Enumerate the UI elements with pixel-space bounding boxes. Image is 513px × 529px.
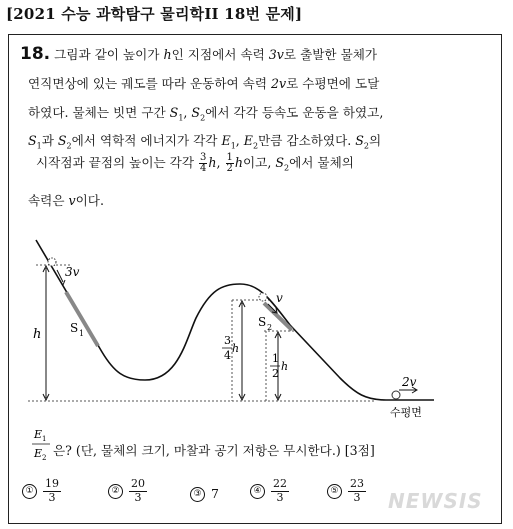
ball-start — [48, 258, 56, 266]
prompt-text: 은? (단, 물체의 크기, 마찰과 공기 저항은 무시한다.) [3점] — [53, 443, 375, 458]
prompt-e1-sub: 1 — [42, 435, 47, 443]
frac12-den: 2 — [272, 367, 279, 380]
frac34-h: h — [232, 342, 240, 355]
prompt-e1: E — [34, 428, 43, 441]
sub: 1 — [230, 141, 236, 151]
track-path — [36, 240, 434, 400]
text: 과 — [41, 133, 58, 148]
numerator: 19 — [45, 477, 59, 490]
choice-number: ⑤ — [327, 484, 342, 499]
sub: 2 — [363, 141, 369, 151]
choice-2[interactable] — [108, 478, 147, 504]
text: 인 지점에서 속력 — [171, 47, 269, 62]
choice-4[interactable] — [250, 478, 289, 504]
choice-1[interactable] — [22, 478, 61, 504]
choice-number: ① — [22, 484, 37, 499]
text: 이고, — [243, 155, 276, 170]
var-e: E — [221, 133, 231, 148]
text: 이다. — [75, 193, 104, 208]
numerator: 3 — [200, 152, 207, 163]
text: 시작점과 끝점의 높이는 각각 — [36, 155, 198, 170]
var-h: h — [234, 155, 244, 170]
newsis-watermark: NEWSIS — [388, 489, 483, 513]
prompt-e2: E — [34, 447, 43, 460]
label-s1: S — [70, 321, 79, 335]
frac34-den: 4 — [224, 349, 231, 362]
text: 의 — [369, 133, 382, 148]
numerator: 20 — [131, 477, 145, 490]
var-s: S — [28, 133, 37, 148]
denominator: 3 — [48, 490, 56, 504]
text: 하였다. 물체는 빗면 구간 — [28, 105, 170, 120]
text: 속력은 — [28, 193, 69, 208]
text: , — [183, 105, 192, 120]
var-3v: 3v — [268, 47, 284, 62]
text: 에서 역학적 에너지가 각각 — [71, 133, 222, 148]
choice-fraction — [348, 478, 366, 504]
text: 로 출발한 물체가 — [283, 47, 378, 62]
choice-fraction — [271, 478, 289, 504]
text: 만큼 감소하였다. — [258, 133, 356, 148]
label-3v: 3v — [65, 265, 80, 279]
label-2v: 2v — [402, 375, 417, 389]
question-number: 18. — [20, 44, 51, 64]
sub: 1 — [36, 141, 42, 151]
var-s: S — [355, 133, 364, 148]
choice-3[interactable] — [190, 486, 219, 502]
choice-number: ③ — [190, 487, 205, 502]
sub: 2 — [66, 141, 72, 151]
choice-fraction — [129, 478, 147, 504]
prompt-e2-sub: 2 — [42, 454, 47, 462]
text: 에서 물체의 — [289, 155, 354, 170]
denominator: 2 — [226, 163, 233, 174]
var-2v: 2v — [271, 76, 287, 91]
frac12-num: 1 — [272, 352, 279, 365]
text: 로 수평면에 도달 — [286, 76, 380, 91]
denominator: 3 — [276, 490, 284, 504]
numerator: 1 — [226, 152, 233, 163]
frac34-num: 3 — [224, 334, 231, 347]
var-h: h — [163, 47, 172, 62]
text: 그림과 같이 높이가 — [54, 47, 164, 62]
denominator: 4 — [200, 163, 207, 174]
numerator: 22 — [273, 477, 287, 490]
text: 에서 각각 등속도 운동을 하였고, — [205, 105, 384, 120]
ground-label: 수평면 — [390, 406, 422, 419]
sub: 1 — [178, 113, 184, 123]
label-s2: S — [258, 315, 267, 329]
denominator: 3 — [134, 490, 142, 504]
choice-fraction — [43, 478, 61, 504]
var-s: S — [169, 105, 179, 120]
choice-number: ② — [108, 484, 123, 499]
text: , — [235, 133, 244, 148]
page-title: [2021 수능 과학탐구 물리학II 18번 문제] — [6, 5, 303, 23]
sub: 2 — [200, 113, 206, 123]
ball-ground — [392, 391, 400, 399]
label-h: h — [33, 327, 42, 342]
choice-value: 7 — [211, 486, 219, 501]
choice-5[interactable] — [327, 478, 366, 504]
var-h: h — [208, 155, 217, 170]
var-v: v — [68, 193, 76, 208]
var-s: S — [191, 105, 201, 120]
denominator: 3 — [353, 490, 361, 504]
text: , — [216, 155, 225, 170]
numerator: 23 — [350, 477, 364, 490]
frac12-h: h — [281, 360, 289, 373]
label-v: v — [276, 291, 283, 305]
ball-s2 — [259, 293, 267, 301]
text: 연직면상에 있는 궤도를 따라 운동하여 속력 — [28, 76, 271, 91]
label-s1-sub: 1 — [79, 329, 85, 338]
sub: 2 — [253, 141, 259, 151]
choice-number: ④ — [250, 484, 265, 499]
sub: 2 — [284, 163, 290, 173]
label-s2-sub: 2 — [267, 323, 273, 332]
var-s: S — [57, 133, 67, 148]
var-e: E — [243, 133, 253, 148]
var-s: S — [275, 155, 284, 170]
